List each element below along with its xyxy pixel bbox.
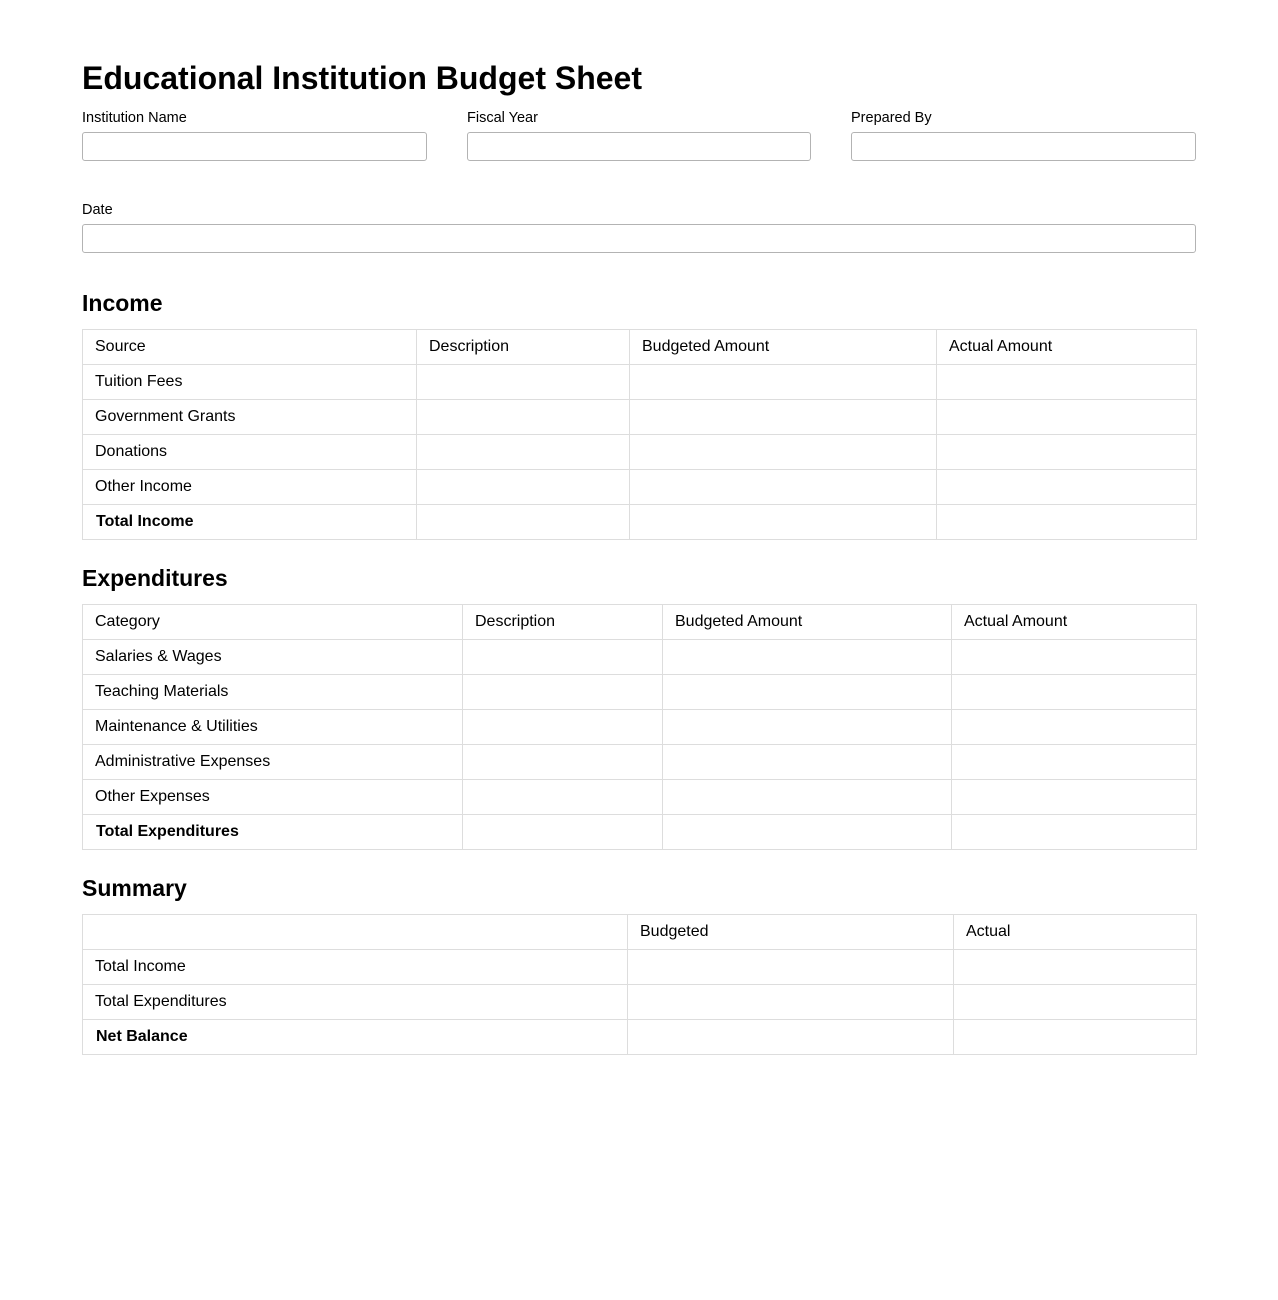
expenditures-heading: Expenditures — [82, 565, 228, 591]
col-description: Description — [463, 605, 663, 640]
table-row — [83, 640, 1197, 675]
budgeted-cell[interactable] — [628, 985, 954, 1020]
row-label: Teaching Materials — [83, 675, 463, 710]
income-header-row — [83, 330, 1197, 365]
description-cell[interactable] — [463, 675, 663, 710]
row-label: Total Expenditures — [83, 985, 628, 1020]
budgeted-cell[interactable] — [630, 470, 937, 505]
col-actual: Actual — [954, 915, 1197, 950]
summary-table — [82, 914, 1197, 1055]
row-label: Total Income — [83, 950, 628, 985]
description-cell[interactable] — [417, 470, 630, 505]
net-balance-label: Net Balance — [83, 1020, 628, 1055]
date-field — [82, 202, 1196, 218]
row-label: Administrative Expenses — [83, 745, 463, 780]
row-label: Tuition Fees — [83, 365, 417, 400]
col-budgeted-amount: Budgeted Amount — [630, 330, 937, 365]
description-cell[interactable] — [463, 640, 663, 675]
fiscal-year-label: Fiscal Year — [467, 110, 538, 126]
budgeted-cell[interactable] — [663, 640, 952, 675]
table-row — [83, 780, 1197, 815]
col-source: Source — [83, 330, 417, 365]
budgeted-cell[interactable] — [628, 950, 954, 985]
col-actual-amount: Actual Amount — [952, 605, 1197, 640]
institution-name-label: Institution Name — [82, 110, 187, 126]
table-row — [83, 985, 1197, 1020]
summary-header-row — [83, 915, 1197, 950]
table-row — [83, 950, 1197, 985]
budgeted-cell[interactable] — [663, 710, 952, 745]
table-row — [83, 710, 1197, 745]
row-label: Other Expenses — [83, 780, 463, 815]
description-cell[interactable] — [463, 815, 663, 850]
actual-cell[interactable] — [952, 675, 1197, 710]
institution-name-field — [82, 110, 427, 126]
actual-cell[interactable] — [952, 745, 1197, 780]
description-cell[interactable] — [417, 505, 630, 540]
table-row — [83, 365, 1197, 400]
budgeted-cell[interactable] — [663, 815, 952, 850]
prepared-by-input[interactable] — [851, 132, 1196, 161]
prepared-by-label: Prepared By — [851, 110, 932, 126]
description-cell[interactable] — [463, 710, 663, 745]
row-label: Government Grants — [83, 400, 417, 435]
budgeted-cell[interactable] — [630, 435, 937, 470]
date-label: Date — [82, 202, 113, 218]
col-description: Description — [417, 330, 630, 365]
col-budgeted: Budgeted — [628, 915, 954, 950]
description-cell[interactable] — [463, 780, 663, 815]
institution-name-input[interactable] — [82, 132, 427, 161]
row-label: Donations — [83, 435, 417, 470]
description-cell[interactable] — [463, 745, 663, 780]
actual-cell[interactable] — [952, 780, 1197, 815]
table-row — [83, 745, 1197, 780]
table-row — [83, 400, 1197, 435]
table-row — [83, 470, 1197, 505]
net-balance-row — [83, 1020, 1197, 1055]
row-label: Salaries & Wages — [83, 640, 463, 675]
col-actual-amount: Actual Amount — [937, 330, 1197, 365]
actual-cell[interactable] — [937, 400, 1197, 435]
total-label: Total Income — [83, 505, 417, 540]
actual-cell[interactable] — [954, 985, 1197, 1020]
summary-heading: Summary — [82, 875, 187, 901]
income-heading: Income — [82, 290, 163, 316]
page-title: Educational Institution Budget Sheet — [82, 60, 642, 96]
budgeted-cell[interactable] — [630, 505, 937, 540]
income-table — [82, 329, 1197, 540]
budgeted-cell[interactable] — [663, 780, 952, 815]
fiscal-year-input[interactable] — [467, 132, 811, 161]
actual-cell[interactable] — [954, 1020, 1197, 1055]
actual-cell[interactable] — [937, 435, 1197, 470]
date-input[interactable] — [82, 224, 1196, 253]
actual-cell[interactable] — [937, 470, 1197, 505]
table-row — [83, 435, 1197, 470]
actual-cell[interactable] — [937, 365, 1197, 400]
description-cell[interactable] — [417, 365, 630, 400]
row-label: Maintenance & Utilities — [83, 710, 463, 745]
budgeted-cell[interactable] — [663, 745, 952, 780]
total-income-row — [83, 505, 1197, 540]
total-expenditures-row — [83, 815, 1197, 850]
col-budgeted-amount: Budgeted Amount — [663, 605, 952, 640]
description-cell[interactable] — [417, 435, 630, 470]
expenditures-table — [82, 604, 1197, 850]
expenditures-header-row — [83, 605, 1197, 640]
table-row — [83, 675, 1197, 710]
row-label: Other Income — [83, 470, 417, 505]
description-cell[interactable] — [417, 400, 630, 435]
col-label — [83, 915, 628, 950]
actual-cell[interactable] — [952, 640, 1197, 675]
prepared-by-field — [851, 110, 1196, 126]
actual-cell[interactable] — [937, 505, 1197, 540]
budgeted-cell[interactable] — [630, 365, 937, 400]
budgeted-cell[interactable] — [628, 1020, 954, 1055]
col-category: Category — [83, 605, 463, 640]
budgeted-cell[interactable] — [630, 400, 937, 435]
total-label: Total Expenditures — [83, 815, 463, 850]
budgeted-cell[interactable] — [663, 675, 952, 710]
actual-cell[interactable] — [954, 950, 1197, 985]
fiscal-year-field — [467, 110, 811, 126]
actual-cell[interactable] — [952, 815, 1197, 850]
actual-cell[interactable] — [952, 710, 1197, 745]
